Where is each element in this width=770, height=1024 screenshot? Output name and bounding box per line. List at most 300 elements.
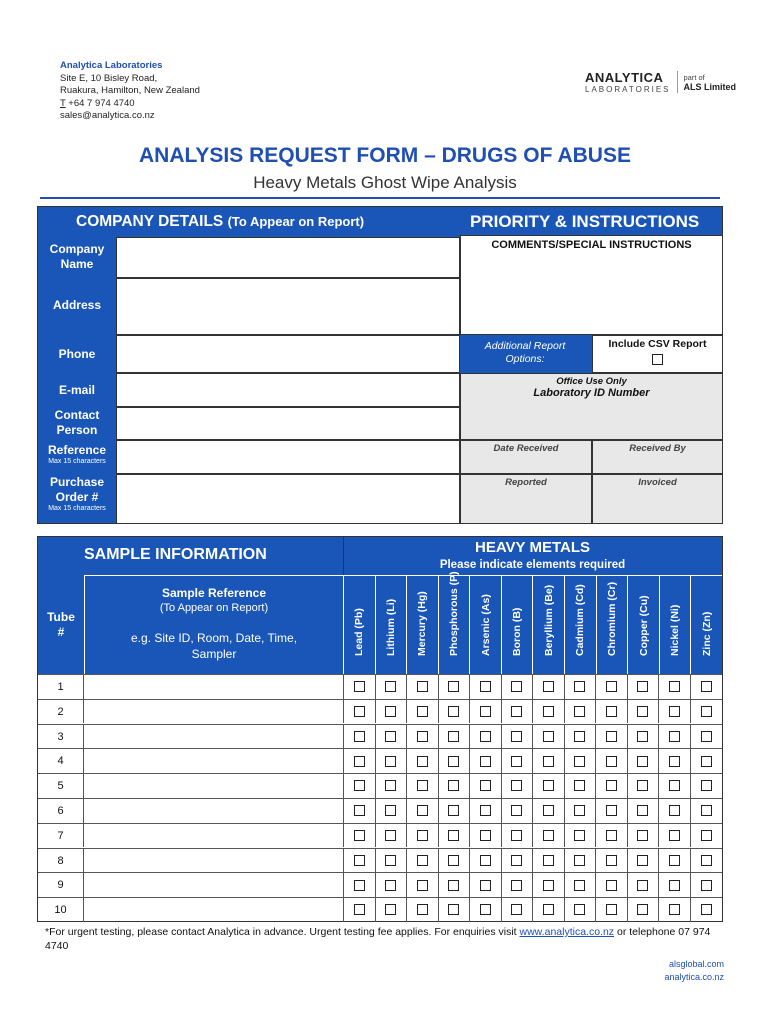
- metal-checkbox[interactable]: [448, 880, 459, 891]
- metal-cell: [628, 725, 660, 749]
- metal-checkbox[interactable]: [417, 681, 428, 692]
- metal-checkbox[interactable]: [606, 780, 617, 791]
- metal-checkbox[interactable]: [448, 904, 459, 915]
- table-row: [38, 748, 722, 773]
- received-by-box[interactable]: [592, 440, 723, 474]
- metal-checkbox[interactable]: [511, 830, 522, 841]
- metal-checkbox[interactable]: [511, 780, 522, 791]
- metal-cell: [565, 849, 597, 873]
- metal-checkbox[interactable]: [385, 780, 396, 791]
- metal-cell: [502, 725, 534, 749]
- metals-header: HEAVY METALS: [474, 539, 590, 556]
- metal-checkbox[interactable]: [637, 904, 648, 915]
- metal-checkbox[interactable]: [574, 780, 585, 791]
- tube-number: 8: [38, 849, 84, 873]
- metal-checkbox[interactable]: [385, 805, 396, 816]
- table-row: [38, 798, 722, 823]
- metal-checkbox[interactable]: [417, 805, 428, 816]
- metal-cell: [691, 725, 723, 749]
- table-row: [38, 724, 722, 749]
- metal-checkbox[interactable]: [637, 731, 648, 742]
- metal-checkbox[interactable]: [417, 904, 428, 915]
- metal-checkbox[interactable]: [637, 706, 648, 717]
- metal-checkbox[interactable]: [480, 756, 491, 767]
- metal-checkbox[interactable]: [637, 830, 648, 841]
- metal-checkbox[interactable]: [480, 880, 491, 891]
- metal-checkbox[interactable]: [574, 756, 585, 767]
- metal-checkbox[interactable]: [543, 756, 554, 767]
- metal-cell: [470, 774, 502, 798]
- footer-text2: or telephone 07 974 4740: [45, 926, 711, 952]
- metal-checkbox[interactable]: [543, 681, 554, 692]
- metal-checkbox[interactable]: [480, 731, 491, 742]
- metal-checkbox[interactable]: [354, 681, 365, 692]
- sample-reference-field[interactable]: [84, 873, 344, 897]
- metal-column-header: [596, 575, 628, 674]
- metal-cell: [407, 725, 439, 749]
- metal-cell: [533, 725, 565, 749]
- metal-checkbox[interactable]: [701, 756, 712, 767]
- metal-cell: [596, 799, 628, 823]
- tube-number: 7: [38, 824, 84, 848]
- metal-checkbox[interactable]: [574, 855, 585, 866]
- metal-cell: [691, 849, 723, 873]
- email-field[interactable]: [116, 373, 460, 407]
- metal-checkbox[interactable]: [354, 880, 365, 891]
- metal-cell: [376, 700, 408, 724]
- reported-box[interactable]: [460, 474, 592, 524]
- metal-checkbox[interactable]: [480, 780, 491, 791]
- metal-checkbox[interactable]: [448, 780, 459, 791]
- metal-checkbox[interactable]: [354, 855, 365, 866]
- form-subtitle: Heavy Metals Ghost Wipe Analysis: [253, 173, 517, 192]
- metal-checkbox[interactable]: [574, 731, 585, 742]
- table-row: [38, 897, 722, 922]
- metal-checkbox[interactable]: [417, 731, 428, 742]
- metal-checkbox[interactable]: [354, 904, 365, 915]
- metal-cell: [439, 700, 471, 724]
- logo-partof: part of: [683, 72, 705, 82]
- metal-checkbox[interactable]: [354, 830, 365, 841]
- metal-checkbox[interactable]: [480, 904, 491, 915]
- metal-cell: [533, 799, 565, 823]
- web-link-als[interactable]: alsglobal.com: [668, 959, 724, 969]
- metal-cell: [628, 700, 660, 724]
- metal-checkbox[interactable]: [669, 880, 680, 891]
- metal-checkbox[interactable]: [480, 830, 491, 841]
- footer-link[interactable]: www.analytica.co.nz: [519, 926, 615, 938]
- metal-checkbox[interactable]: [385, 880, 396, 891]
- metal-checkbox[interactable]: [511, 706, 522, 717]
- metal-checkbox[interactable]: [574, 904, 585, 915]
- metal-checkbox[interactable]: [511, 681, 522, 692]
- metal-cell: [691, 774, 723, 798]
- sample-reference-field[interactable]: [84, 700, 344, 724]
- metal-cell: [407, 774, 439, 798]
- lab-phone-line: [60, 98, 200, 111]
- metal-checkbox[interactable]: [701, 780, 712, 791]
- metal-cell: [691, 799, 723, 823]
- metal-cell: [344, 749, 376, 773]
- metal-checkbox[interactable]: [511, 855, 522, 866]
- metal-cell: [407, 898, 439, 922]
- lab-name: Analytica Laboratories: [60, 60, 163, 71]
- metal-checkbox[interactable]: [574, 830, 585, 841]
- metal-checkbox[interactable]: [448, 830, 459, 841]
- metal-label: Arsenic (As): [479, 594, 492, 656]
- metal-checkbox[interactable]: [385, 855, 396, 866]
- sample-reference-field[interactable]: [84, 675, 344, 699]
- metal-checkbox[interactable]: [637, 805, 648, 816]
- metal-checkbox[interactable]: [480, 855, 491, 866]
- metal-checkbox[interactable]: [480, 805, 491, 816]
- metal-label: Mercury (Hg): [416, 591, 429, 656]
- metal-label: Chromium (Cr): [605, 581, 618, 656]
- metal-checkbox[interactable]: [543, 904, 554, 915]
- metal-checkbox[interactable]: [417, 706, 428, 717]
- sample-reference-field[interactable]: [84, 898, 344, 922]
- metal-checkbox[interactable]: [637, 880, 648, 891]
- metal-cell: [596, 849, 628, 873]
- metal-cell: [691, 873, 723, 897]
- metal-checkbox[interactable]: [543, 855, 554, 866]
- po-max-note: Max 15 characters: [48, 505, 106, 512]
- metal-checkbox[interactable]: [448, 706, 459, 717]
- metal-checkbox[interactable]: [417, 756, 428, 767]
- label-contact-person: Contact Person: [54, 408, 100, 437]
- tube-number: 9: [38, 873, 84, 897]
- metal-cell: [659, 675, 691, 699]
- metal-cell: [502, 898, 534, 922]
- metal-cell: [344, 824, 376, 848]
- metal-label: Copper (Cu): [637, 595, 650, 656]
- reference-field[interactable]: [116, 440, 460, 474]
- metal-label: Lead (Pb): [353, 608, 366, 656]
- tube-number: 5: [38, 774, 84, 798]
- comments-label: COMMENTS/SPECIAL INSTRUCTIONS: [491, 239, 692, 251]
- metal-cell: [376, 873, 408, 897]
- metal-cell: [407, 799, 439, 823]
- metal-cell: [533, 873, 565, 897]
- metal-checkbox[interactable]: [669, 780, 680, 791]
- sample-reference-field[interactable]: [84, 725, 344, 749]
- metal-column-header: [564, 575, 596, 674]
- metal-cell: [376, 725, 408, 749]
- metal-cell: [565, 725, 597, 749]
- metal-checkbox[interactable]: [606, 880, 617, 891]
- metal-checkbox[interactable]: [354, 706, 365, 717]
- metal-checkbox[interactable]: [417, 880, 428, 891]
- metal-label: Cadmium (Cd): [574, 584, 587, 656]
- metal-checkbox[interactable]: [574, 706, 585, 717]
- metal-checkbox[interactable]: [701, 731, 712, 742]
- metal-checkbox[interactable]: [385, 731, 396, 742]
- footer-text: *For urgent testing, please contact Analytica in advance. Urgent testing fee applies. For enquiries visit: [45, 926, 517, 938]
- metal-cell: [376, 749, 408, 773]
- metal-checkbox[interactable]: [701, 681, 712, 692]
- metal-cell: [596, 898, 628, 922]
- metal-checkbox[interactable]: [385, 830, 396, 841]
- metal-checkbox[interactable]: [448, 756, 459, 767]
- metal-cell: [470, 898, 502, 922]
- metal-checkbox[interactable]: [448, 805, 459, 816]
- metal-cell: [596, 774, 628, 798]
- metal-cell: [596, 700, 628, 724]
- metal-checkbox[interactable]: [637, 855, 648, 866]
- table-row: [38, 674, 722, 699]
- metal-checkbox[interactable]: [606, 855, 617, 866]
- metal-cell: [344, 774, 376, 798]
- metal-checkbox[interactable]: [574, 880, 585, 891]
- metal-checkbox[interactable]: [637, 780, 648, 791]
- metal-cell: [533, 675, 565, 699]
- metal-cell: [439, 774, 471, 798]
- csv-checkbox[interactable]: [652, 354, 663, 365]
- analytica-logo: [585, 70, 736, 94]
- metal-cell: [659, 749, 691, 773]
- metal-cell: [502, 849, 534, 873]
- metal-cell: [470, 873, 502, 897]
- lab-address: [60, 60, 200, 123]
- metal-cell: [470, 749, 502, 773]
- company-name-field[interactable]: [116, 237, 460, 278]
- metal-cell: [502, 799, 534, 823]
- metal-cell: [628, 675, 660, 699]
- metal-checkbox[interactable]: [543, 731, 554, 742]
- metal-checkbox[interactable]: [606, 830, 617, 841]
- metal-cell: [596, 824, 628, 848]
- metal-cell: [439, 725, 471, 749]
- metal-checkbox[interactable]: [669, 830, 680, 841]
- label-phone: Phone: [58, 347, 96, 361]
- metal-checkbox[interactable]: [385, 904, 396, 915]
- metal-checkbox[interactable]: [574, 805, 585, 816]
- metal-checkbox[interactable]: [669, 904, 680, 915]
- sample-reference-field[interactable]: [84, 849, 344, 873]
- metal-checkbox[interactable]: [606, 706, 617, 717]
- metal-cell: [439, 675, 471, 699]
- metal-cell: [344, 725, 376, 749]
- metal-checkbox[interactable]: [543, 706, 554, 717]
- sample-ref-note: (To Appear on Report): [159, 602, 269, 614]
- company-priority-block: [37, 206, 723, 524]
- metal-cell: [659, 824, 691, 848]
- metal-cell: [565, 749, 597, 773]
- metal-checkbox[interactable]: [669, 706, 680, 717]
- phone-prefix: T: [60, 97, 66, 109]
- lab-address-line2: Ruakura, Hamilton, New Zealand: [60, 85, 200, 96]
- metal-cell: [659, 725, 691, 749]
- metal-cell: [596, 749, 628, 773]
- tube-number: 2: [38, 700, 84, 724]
- date-received-box[interactable]: [460, 440, 592, 474]
- table-row: [38, 823, 722, 848]
- metal-cell: [439, 898, 471, 922]
- metal-checkbox[interactable]: [448, 681, 459, 692]
- metal-checkbox[interactable]: [354, 780, 365, 791]
- metal-checkbox[interactable]: [606, 805, 617, 816]
- metal-checkbox[interactable]: [669, 805, 680, 816]
- metal-checkbox[interactable]: [385, 756, 396, 767]
- metal-column-header: [406, 575, 438, 674]
- web-links: [664, 958, 724, 984]
- metal-checkbox[interactable]: [701, 880, 712, 891]
- metal-checkbox[interactable]: [669, 731, 680, 742]
- lab-email[interactable]: sales@analytica.co.nz: [60, 110, 155, 121]
- table-row: [38, 773, 722, 798]
- table-row: [38, 848, 722, 873]
- metal-column-header: [532, 575, 564, 674]
- metal-checkbox[interactable]: [354, 805, 365, 816]
- metal-checkbox[interactable]: [701, 855, 712, 866]
- metal-checkbox[interactable]: [448, 731, 459, 742]
- metal-checkbox[interactable]: [417, 780, 428, 791]
- label-address: Address: [52, 298, 102, 312]
- sample-reference-field[interactable]: [84, 824, 344, 848]
- metal-cell: [565, 700, 597, 724]
- metal-checkbox[interactable]: [574, 681, 585, 692]
- metal-checkbox[interactable]: [543, 880, 554, 891]
- metal-checkbox[interactable]: [637, 681, 648, 692]
- metal-cell: [659, 898, 691, 922]
- priority-header: PRIORITY & INSTRUCTIONS: [470, 212, 700, 231]
- tube-header: Tube #: [47, 610, 75, 639]
- footer-note: [45, 925, 725, 953]
- metal-cell: [376, 898, 408, 922]
- date-received-label: Date Received: [493, 443, 559, 454]
- company-header-label: COMPANY DETAILS: [76, 213, 224, 230]
- metal-cell: [691, 898, 723, 922]
- metal-checkbox[interactable]: [417, 855, 428, 866]
- metal-cell: [628, 873, 660, 897]
- phone-field[interactable]: [116, 335, 460, 373]
- metal-checkbox[interactable]: [354, 731, 365, 742]
- comments-field[interactable]: [460, 235, 723, 335]
- metal-label: Nickel (Ni): [669, 604, 682, 656]
- metal-checkbox[interactable]: [701, 706, 712, 717]
- metal-checkbox[interactable]: [511, 805, 522, 816]
- metal-cell: [691, 824, 723, 848]
- lab-phone: +64 7 974 4740: [68, 97, 135, 109]
- metal-checkbox[interactable]: [511, 904, 522, 915]
- metal-cell: [659, 774, 691, 798]
- metal-checkbox[interactable]: [701, 805, 712, 816]
- web-link-analytica[interactable]: analytica.co.nz: [664, 972, 724, 982]
- metal-cell: [533, 824, 565, 848]
- metal-checkbox[interactable]: [511, 756, 522, 767]
- metal-cell: [439, 873, 471, 897]
- metal-cell: [407, 675, 439, 699]
- label-email: E-mail: [58, 383, 95, 397]
- company-header-note: (To Appear on Report): [227, 214, 365, 229]
- metal-cell: [691, 700, 723, 724]
- metal-checkbox[interactable]: [543, 805, 554, 816]
- sample-reference-field[interactable]: [84, 799, 344, 823]
- metal-cell: [628, 824, 660, 848]
- metal-label: Beryllium (Be): [542, 584, 555, 656]
- metal-cell: [659, 799, 691, 823]
- metal-cell: [407, 849, 439, 873]
- purchase-order-field[interactable]: [116, 474, 460, 524]
- metal-checkbox[interactable]: [637, 756, 648, 767]
- metal-checkbox[interactable]: [669, 855, 680, 866]
- metal-cell: [470, 849, 502, 873]
- sample-ref-example: e.g. Site ID, Room, Date, Time, Sampler: [130, 631, 298, 661]
- metal-checkbox[interactable]: [385, 681, 396, 692]
- metal-cell: [376, 824, 408, 848]
- metal-checkbox[interactable]: [417, 830, 428, 841]
- metal-checkbox[interactable]: [354, 756, 365, 767]
- metal-cell: [376, 774, 408, 798]
- metal-checkbox[interactable]: [511, 880, 522, 891]
- metal-checkbox[interactable]: [701, 904, 712, 915]
- metal-checkbox[interactable]: [606, 756, 617, 767]
- metal-cell: [344, 898, 376, 922]
- sample-reference-field[interactable]: [84, 749, 344, 773]
- metal-checkbox[interactable]: [480, 706, 491, 717]
- metal-column-header: [627, 575, 659, 674]
- metal-checkbox[interactable]: [448, 855, 459, 866]
- metal-checkbox[interactable]: [669, 681, 680, 692]
- metal-cell: [376, 675, 408, 699]
- metal-cell: [502, 700, 534, 724]
- invoiced-box[interactable]: [592, 474, 723, 524]
- metal-checkbox[interactable]: [543, 780, 554, 791]
- invoiced-label: Invoiced: [638, 477, 677, 488]
- metal-label: Zinc (Zn): [700, 611, 713, 656]
- metal-cell: [628, 898, 660, 922]
- sample-reference-field[interactable]: [84, 774, 344, 798]
- metal-label: Lithium (Li): [384, 598, 397, 656]
- metal-cell: [376, 799, 408, 823]
- received-by-label: Received By: [629, 443, 686, 454]
- metal-checkbox[interactable]: [511, 731, 522, 742]
- contact-person-field[interactable]: [116, 407, 460, 440]
- metal-column-header: [690, 575, 722, 674]
- metal-checkbox[interactable]: [669, 756, 680, 767]
- address-field[interactable]: [116, 278, 460, 335]
- metal-checkbox[interactable]: [606, 681, 617, 692]
- office-use-box: [460, 373, 723, 440]
- metal-cell: [565, 824, 597, 848]
- metal-cell: [628, 849, 660, 873]
- tube-number: 3: [38, 725, 84, 749]
- metal-cell: [407, 749, 439, 773]
- metal-column-header: [438, 571, 470, 674]
- metal-cell: [502, 873, 534, 897]
- metal-column-header: [659, 575, 691, 674]
- metal-checkbox[interactable]: [480, 681, 491, 692]
- metal-cell: [439, 849, 471, 873]
- metal-cell: [470, 675, 502, 699]
- metal-cell: [470, 700, 502, 724]
- metal-cell: [502, 824, 534, 848]
- metal-checkbox[interactable]: [701, 830, 712, 841]
- metal-cell: [565, 774, 597, 798]
- tube-number: 4: [38, 749, 84, 773]
- lab-address-line1: Site E, 10 Bisley Road,: [60, 72, 158, 84]
- metal-cell: [439, 799, 471, 823]
- metal-checkbox[interactable]: [606, 904, 617, 915]
- metal-checkbox[interactable]: [606, 731, 617, 742]
- company-header: [76, 213, 364, 231]
- metal-cell: [439, 824, 471, 848]
- metal-checkbox[interactable]: [385, 706, 396, 717]
- metal-cell: [659, 849, 691, 873]
- metal-cell: [470, 824, 502, 848]
- metal-column-header: [343, 575, 375, 674]
- metal-checkbox[interactable]: [543, 830, 554, 841]
